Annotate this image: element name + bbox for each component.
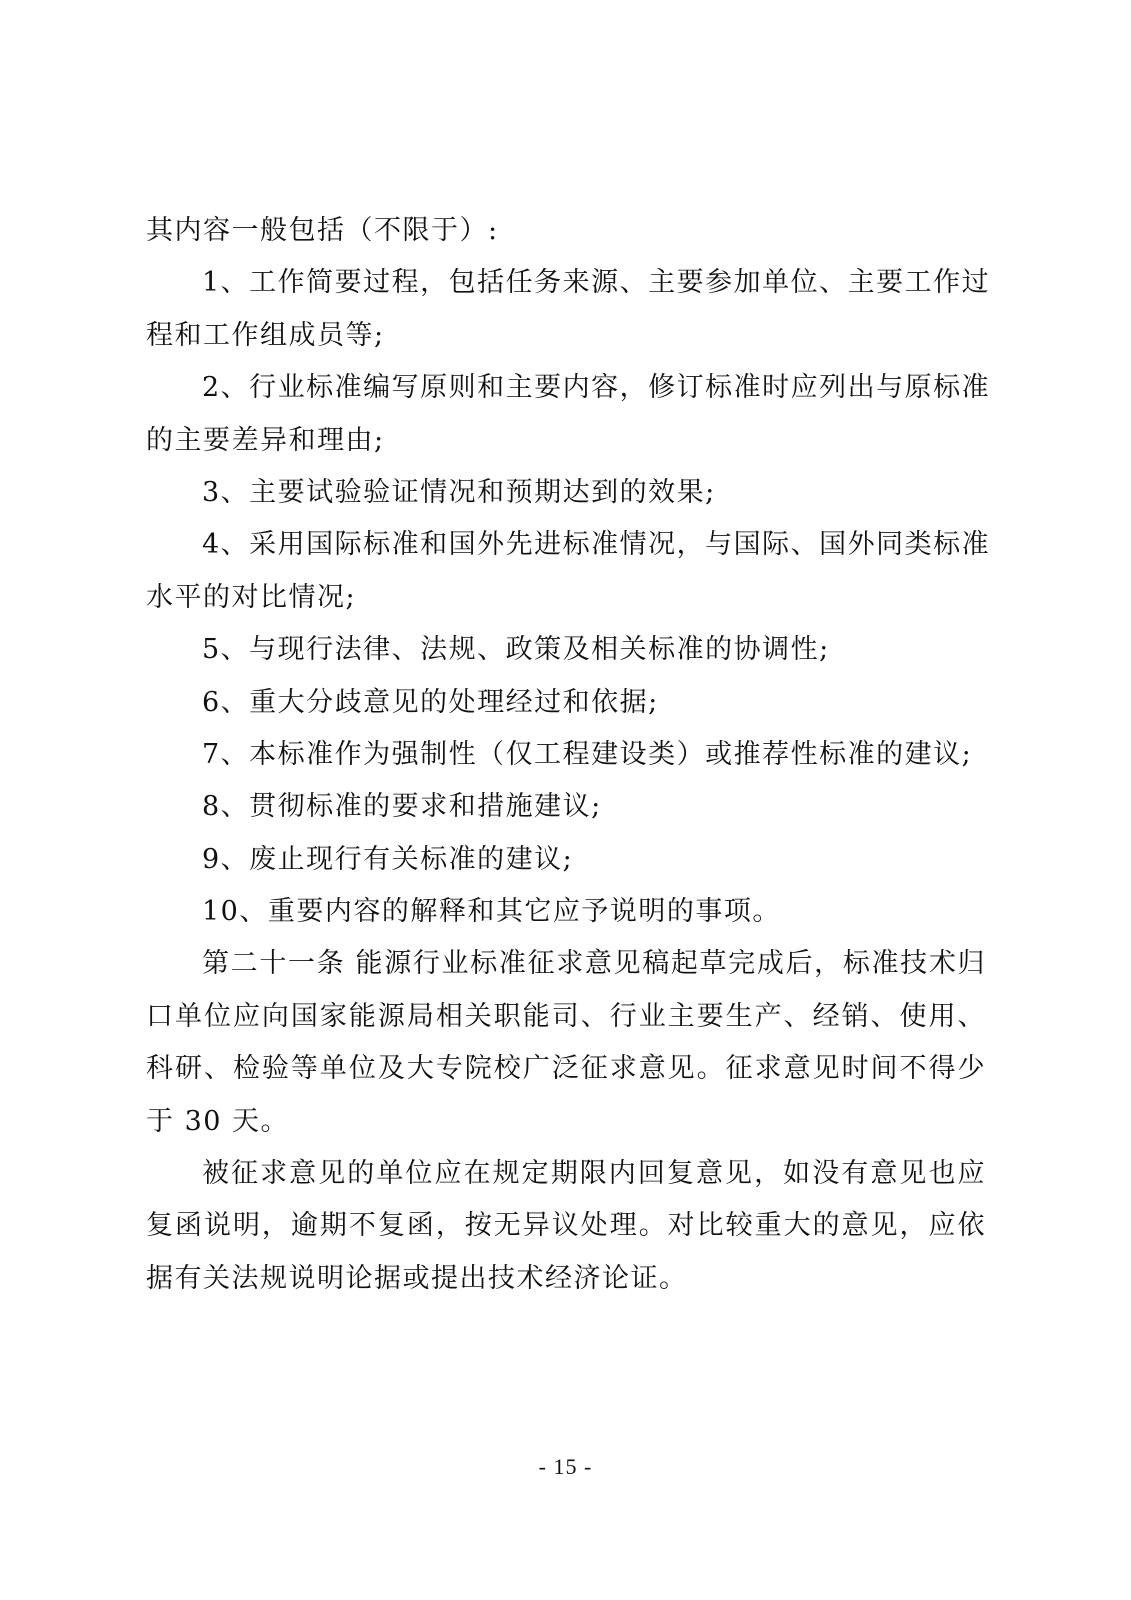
text-line-1-text: 其内容一般包括（不限于）: xyxy=(146,215,499,246)
text-line-21: 据有关法规说明论据或提出技术经济论证。 xyxy=(146,1262,688,1294)
text-line-13: 9、废止现行有关标准的建议; xyxy=(202,843,574,875)
text-line-20: 复函说明，逾期不复函，按无异议处理。对比较重大的意见，应依 xyxy=(146,1210,986,1242)
document-body xyxy=(146,205,991,1305)
page-number: - 15 - xyxy=(538,1454,593,1479)
text-line-6: 3、主要试验验证情况和预期达到的效果; xyxy=(202,476,716,508)
text-line-19: 被征求意见的单位应在规定期限内回复意见，如没有意见也应 xyxy=(202,1158,986,1190)
text-line-17: 科研、检验等单位及大专院校广泛征求意见。征求意见时间不得少 xyxy=(146,1053,986,1085)
text-line-18: 于 30 天。 xyxy=(146,1105,290,1137)
text-line-10: 6、重大分歧意见的处理经过和依据; xyxy=(202,686,659,718)
text-line-4: 2、行业标准编写原则和主要内容，修订标准时应列出与原标准 xyxy=(202,372,991,404)
text-line-14: 10、重要内容的解释和其它应予说明的事项。 xyxy=(202,896,781,928)
text-line-5: 的主要差异和理由; xyxy=(146,424,385,456)
text-line-3: 程和工作组成员等; xyxy=(146,319,385,351)
text-line-16: 口单位应向国家能源局相关职能司、行业主要生产、经销、使用、 xyxy=(146,1000,986,1032)
text-line-11: 7、本标准作为强制性（仅工程建设类）或推荐性标准的建议; xyxy=(202,738,973,770)
text-line-15: 第二十一条 能源行业标准征求意见稿起草完成后，标准技术归 xyxy=(202,948,986,980)
text-line-8: 水平的对比情况; xyxy=(146,581,357,613)
text-line-12: 8、贯彻标准的要求和措施建议; xyxy=(202,791,602,823)
text-line-7: 4、采用国际标准和国外先进标准情况，与国际、国外同类标准 xyxy=(202,529,991,561)
text-line-2: 1、工作简要过程，包括任务来源、主要参加单位、主要工作过 xyxy=(202,267,991,299)
text-line-9: 5、与现行法律、法规、政策及相关标准的协调性; xyxy=(202,634,830,666)
text-line-1 xyxy=(146,205,986,257)
